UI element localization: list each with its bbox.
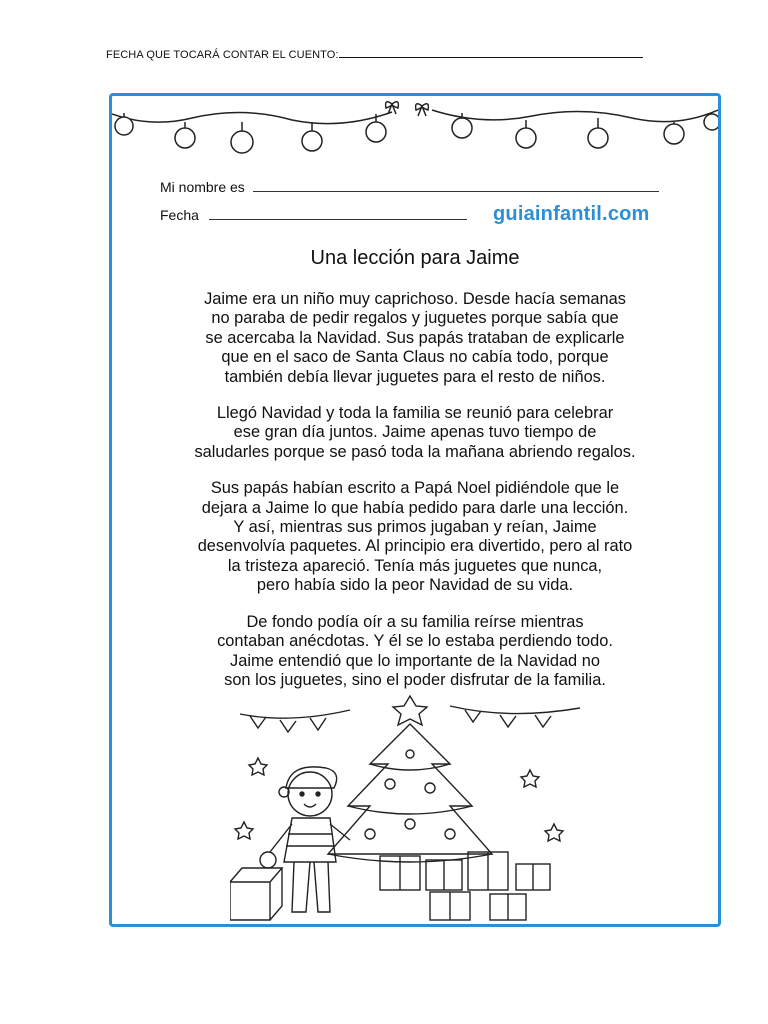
- story-date-blank[interactable]: [339, 47, 643, 58]
- story-paragraph-1: Jaime era un niño muy caprichoso. Desde hacía semanas no paraba de pedir regalos y juguetes porque sabía que se acercaba la Navidad. Sus papás trataban de explicarle que en el saco de Santa Claus no cabía todo, porque también debía llevar juguetes para el resto de niños.: [204, 290, 626, 386]
- name-label: Mi nombre es: [160, 179, 245, 195]
- story-paragraph-3: Sus papás habían escrito a Papá Noel pidiéndole que le dejara a Jaime lo que había pedido para darle una lección. Y así, mientras sus primos jugaban y reían, Jaime desenvolvía paquetes. Al principio era divertido, pero al rato la tristeza apareció. Tenía más juguetes que nunca, pero había sido la peor Navidad de su vida.: [197, 479, 633, 595]
- christmas-tree-illustration-icon: [230, 684, 590, 924]
- brand-logo: guiainfantil.com: [493, 203, 650, 225]
- story-date-line: [106, 47, 643, 61]
- date-blank[interactable]: [209, 209, 467, 220]
- date-label: Fecha: [160, 207, 199, 223]
- worksheet-frame: [109, 93, 721, 927]
- christmas-garland-icon: [112, 96, 718, 176]
- story-paragraph-2: Llegó Navidad y toda la familia se reunió para celebrar ese gran día juntos. Jaime apenas tuvo tiempo de saludarles porque se pasó toda la mañana abriendo regalos.: [194, 404, 636, 461]
- name-blank[interactable]: [253, 181, 659, 192]
- date-row: [160, 207, 467, 223]
- story-date-label: FECHA QUE TOCARÁ CONTAR EL CUENTO:: [106, 49, 339, 61]
- story-paragraph-4: De fondo podía oír a su familia reírse mientras contaban anécdotas. Y él se lo estaba perdiendo todo. Jaime entendió que lo importante de la Navidad no son los juguetes, sino el poder disfrutar de la familia.: [217, 612, 613, 689]
- story-title: Una lección para Jaime: [310, 247, 520, 269]
- story-text: [124, 290, 706, 707]
- name-row: [160, 179, 659, 195]
